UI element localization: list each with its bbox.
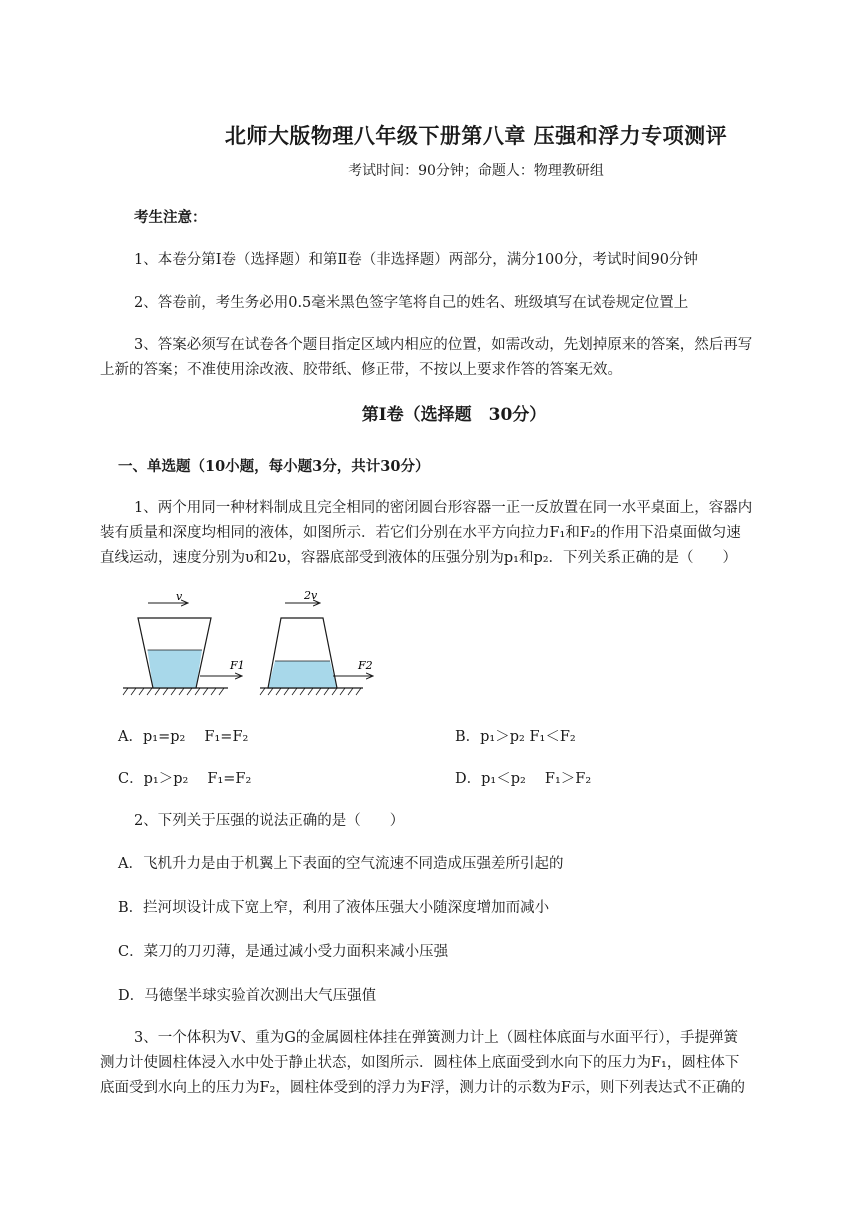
- velocity-label-2v: 2v: [304, 589, 318, 602]
- velocity-label-v: v: [176, 590, 183, 603]
- q1-option-c[interactable]: C．p₁＞p₂ F₁=F₂: [118, 771, 252, 787]
- notice-item-3-line-2: 上新的答案；不准使用涂改液、胶带纸、修正带，不按以上要求作答的答案无效。: [100, 362, 622, 378]
- q2-stem: 2、下列关于压强的说法正确的是（ ）: [134, 813, 405, 829]
- q3-stem-line-1: 3、一个体积为V、重为G的金属圆柱体挂在弹簧测力计上（圆柱体底面与水面平行），手提弹簧: [134, 1030, 739, 1046]
- q1-figure: [118, 585, 388, 700]
- q1-stem-line-2: 装有质量和深度均相同的液体，如图所示．若它们分别在水平方向拉力F₁和F₂的作用下沿桌面做匀速: [100, 525, 741, 541]
- q2-option-c[interactable]: C．菜刀的刀刃薄，是通过减小受力面积来减小压强: [118, 944, 449, 960]
- exam-info: 考试时间：90分钟；命题人：物理教研组: [348, 163, 604, 179]
- force-label-f1: F1: [230, 659, 245, 672]
- part-title: 一、单选题（10小题，每小题3分，共计30分）: [118, 458, 430, 475]
- notice-heading: 考生注意：: [134, 209, 207, 226]
- notice-item-2: 2、答卷前，考生务必用0.5毫米黑色签字笔将自己的姓名、班级填写在试卷规定位置上: [134, 295, 689, 311]
- q3-stem-line-3: 底面受到水向上的压力为F₂，圆柱体受到的浮力为F浮，测力计的示数为F示，则下列表达式不正确的: [100, 1080, 745, 1096]
- q1-stem-line-1: 1、两个用同一种材料制成且完全相同的密闭圆台形容器一正一反放置在同一水平桌面上，容器内: [134, 500, 753, 516]
- q1-option-d[interactable]: D．p₁＜p₂ F₁＞F₂: [455, 771, 592, 787]
- q2-option-d[interactable]: D．马德堡半球实验首次测出大气压强值: [118, 988, 377, 1004]
- section-title: 第Ⅰ卷（选择题 30分）: [361, 405, 547, 425]
- container-left-liquid: [148, 650, 203, 688]
- q1-option-b[interactable]: B．p₁＞p₂ F₁＜F₂: [455, 729, 576, 745]
- notice-item-3-line-1: 3、答案必须写在试卷各个题目指定区域内相应的位置，如需改动，先划掉原来的答案，然后再写: [134, 337, 753, 353]
- q1-stem-line-3: 直线运动，速度分别为υ和2υ，容器底部受到液体的压强分别为p₁和p₂．下列关系正确的是（ ）: [100, 550, 738, 566]
- q2-option-b[interactable]: B．拦河坝设计成下宽上窄，利用了液体压强大小随深度增加而减小: [118, 900, 550, 916]
- notice-item-1: 1、本卷分第Ⅰ卷（选择题）和第Ⅱ卷（非选择题）两部分，满分100分，考试时间90分钟: [134, 252, 698, 268]
- q2-option-a[interactable]: A．飞机升力是由于机翼上下表面的空气流速不同造成压强差所引起的: [118, 856, 564, 872]
- container-right-liquid: [268, 661, 337, 688]
- force-label-f2: F2: [358, 659, 373, 672]
- q3-stem-line-2: 测力计使圆柱体浸入水中处于静止状态，如图所示．圆柱体上底面受到水向下的压力为F₁，圆柱体下: [100, 1055, 740, 1071]
- ground-left: [123, 688, 228, 695]
- ground-right: [260, 688, 363, 695]
- q1-option-a[interactable]: A．p₁=p₂ F₁=F₂: [118, 729, 249, 745]
- document-title: 北师大版物理八年级下册第八章 压强和浮力专项测评: [224, 123, 728, 148]
